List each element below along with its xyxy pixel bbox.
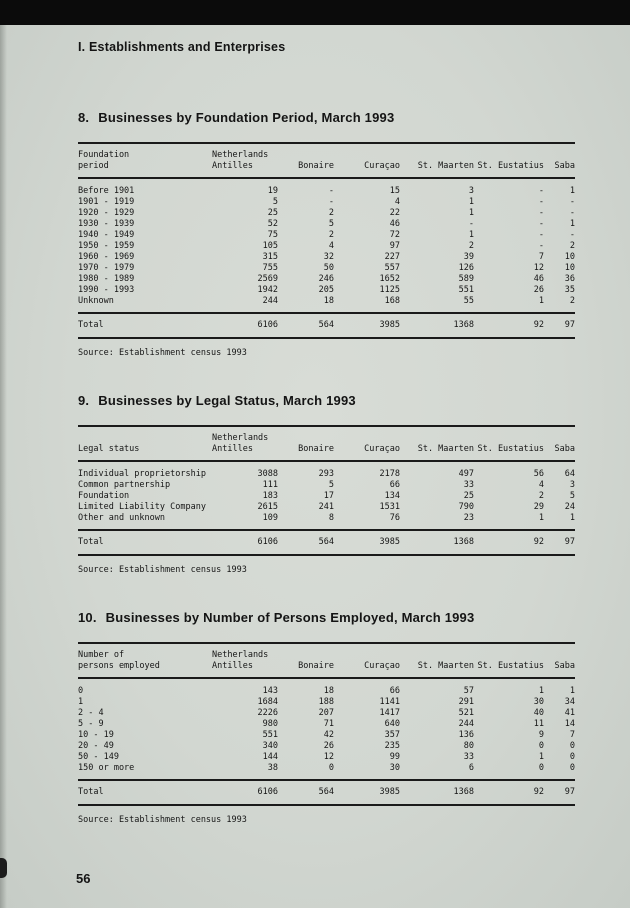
table-row (78, 763, 575, 780)
cell: 71 (323, 719, 334, 729)
cell: 7 (538, 252, 544, 262)
cell: 246 (318, 274, 334, 284)
header-line: Curaçao (364, 161, 400, 171)
stub-header (78, 643, 212, 678)
row-label: 2 - 4 (78, 708, 104, 718)
cell: 1 (468, 197, 474, 207)
header-line: St. Eustatius (477, 661, 544, 671)
cell: 30 (533, 697, 544, 707)
cell: 52 (267, 219, 278, 229)
header-line: Netherlands (212, 150, 269, 160)
table-row (78, 241, 575, 252)
cell: 357 (384, 730, 400, 740)
legal-status-table (78, 425, 575, 556)
cell: 2226 (257, 708, 278, 718)
cell: 46 (389, 219, 400, 229)
header-row (78, 426, 575, 461)
source-note: Source: Establishment census 1993 (78, 565, 247, 575)
cell: 30 (389, 763, 400, 773)
table-head (78, 643, 575, 678)
cell: 4 (538, 480, 544, 490)
cell: 5 (569, 491, 575, 501)
cell: 755 (262, 263, 278, 273)
table-row (78, 730, 575, 741)
cell: 25 (463, 491, 474, 501)
cell: 10 (564, 263, 575, 273)
cell: 97 (544, 780, 575, 805)
cell: 2 (328, 208, 334, 218)
cell: 17 (323, 491, 334, 501)
header-line: St. Eustatius (477, 444, 544, 454)
cell: 2 (569, 241, 575, 251)
row-label: 20 - 49 (78, 741, 114, 751)
column-header (278, 426, 334, 461)
cell: - (468, 219, 474, 229)
row-label: 1 (78, 697, 84, 707)
cell: 57 (463, 686, 474, 696)
column-header (400, 643, 474, 678)
cell: 42 (323, 730, 334, 740)
header-line: Antilles (212, 661, 253, 671)
row-label: 1901 - 1919 (78, 197, 135, 207)
cell: 36 (564, 274, 575, 284)
cell: 1 (538, 752, 544, 762)
total-row (78, 780, 575, 805)
table-row (78, 461, 575, 480)
cell: 8 (328, 513, 334, 523)
column-header (334, 643, 400, 678)
cell: 92 (474, 313, 544, 338)
table-row (78, 296, 575, 313)
total-label: Total (78, 530, 212, 555)
column-header (212, 143, 278, 178)
cell: 0 (538, 763, 544, 773)
header-line: St. Maarten (417, 661, 474, 671)
cell: 564 (278, 530, 334, 555)
table-row (78, 208, 575, 219)
cell: 33 (463, 752, 474, 762)
cell: 0 (569, 741, 575, 751)
cell: 41 (564, 708, 575, 718)
cell: 521 (458, 708, 474, 718)
cell: 12 (533, 263, 544, 273)
header-row (78, 143, 575, 178)
total-row (78, 530, 575, 555)
cell: 5 (328, 219, 334, 229)
cell: 1125 (379, 285, 400, 295)
cell: 1 (468, 208, 474, 218)
cell: 46 (533, 274, 544, 284)
cell: 56 (533, 469, 544, 479)
cell: 0 (328, 763, 334, 773)
row-label: 1990 - 1993 (78, 285, 135, 295)
cell: 1942 (257, 285, 278, 295)
section-header: I. Establishments and Enterprises (78, 40, 286, 54)
persons-employed-table (78, 642, 575, 806)
cell: 126 (458, 263, 474, 273)
cell: 6 (468, 763, 474, 773)
header-line: persons employed (78, 661, 160, 671)
cell: 97 (544, 530, 575, 555)
total-row (78, 313, 575, 338)
cell: 2 (538, 491, 544, 501)
table-row (78, 178, 575, 197)
cell: 92 (474, 780, 544, 805)
cell: 0 (569, 752, 575, 762)
cell: 3985 (334, 530, 400, 555)
cell: - (569, 230, 575, 240)
table-row (78, 230, 575, 241)
cell: 205 (318, 285, 334, 295)
cell: 97 (389, 241, 400, 251)
cell: 980 (262, 719, 278, 729)
header-line: Legal status (78, 444, 140, 454)
row-label: Unknown (78, 296, 114, 306)
column-header (400, 143, 474, 178)
cell: 9 (538, 730, 544, 740)
cell: 183 (262, 491, 278, 501)
cell: 23 (463, 513, 474, 523)
cell: 66 (389, 686, 400, 696)
cell: 34 (564, 697, 575, 707)
cell: 2178 (379, 469, 400, 479)
row-label: Foundation (78, 491, 130, 501)
cell: 1368 (400, 780, 474, 805)
cell: 105 (262, 241, 278, 251)
table-name: Businesses by Foundation Period, March 1993 (98, 110, 395, 125)
header-row (78, 643, 575, 678)
cell: 35 (564, 285, 575, 295)
cell: 293 (318, 469, 334, 479)
source-note: Source: Establishment census 1993 (78, 815, 247, 825)
cell: 26 (323, 741, 334, 751)
cell: 136 (458, 730, 474, 740)
cell: 1 (569, 186, 575, 196)
table-row (78, 480, 575, 491)
cell: 790 (458, 502, 474, 512)
cell: 97 (544, 313, 575, 338)
cell: 10 (564, 252, 575, 262)
cell: 5 (272, 197, 278, 207)
cell: 241 (318, 502, 334, 512)
table-row (78, 502, 575, 513)
header-line: Bonaire (298, 444, 334, 454)
column-header (544, 643, 575, 678)
cell: 12 (323, 752, 334, 762)
cell: 557 (384, 263, 400, 273)
cell: - (569, 197, 575, 207)
table-row (78, 752, 575, 763)
cell: 76 (389, 513, 400, 523)
cell: 227 (384, 252, 400, 262)
cell: 244 (262, 296, 278, 306)
cell: 291 (458, 697, 474, 707)
cell: 3088 (257, 469, 278, 479)
cell: - (538, 197, 544, 207)
header-line: Number of (78, 650, 125, 660)
row-label: 1970 - 1979 (78, 263, 135, 273)
cell: 99 (389, 752, 400, 762)
cell: 75 (267, 230, 278, 240)
cell: - (538, 241, 544, 251)
header-line: St. Maarten (417, 161, 474, 171)
table-title (78, 610, 575, 626)
cell: 80 (463, 741, 474, 751)
table-number: 8. (78, 110, 90, 125)
cell: 1368 (400, 313, 474, 338)
cell: 38 (267, 763, 278, 773)
cell: 7 (569, 730, 575, 740)
cell: - (328, 197, 334, 207)
cell: 2 (468, 241, 474, 251)
page-number: 56 (76, 871, 91, 886)
cell: 1417 (379, 708, 400, 718)
cell: 64 (564, 469, 575, 479)
table-row (78, 491, 575, 502)
cell: 26 (533, 285, 544, 295)
legal-status-section (78, 393, 575, 576)
table-row (78, 697, 575, 708)
header-line: St. Eustatius (477, 161, 544, 171)
table-title (78, 110, 575, 126)
cell: 244 (458, 719, 474, 729)
column-header (544, 426, 575, 461)
cell: 497 (458, 469, 474, 479)
cell: 1 (569, 219, 575, 229)
cell: 111 (262, 480, 278, 490)
cell: 589 (458, 274, 474, 284)
row-label: 1950 - 1959 (78, 241, 135, 251)
cell: 22 (389, 208, 400, 218)
header-line: Saba (554, 161, 575, 171)
table-row (78, 513, 575, 530)
cell: - (538, 186, 544, 196)
cell: 15 (389, 186, 400, 196)
cell: 1368 (400, 530, 474, 555)
row-label: 0 (78, 686, 84, 696)
scan-edge-top (0, 0, 630, 25)
foundation-period-section (78, 110, 575, 359)
cell: 1 (468, 230, 474, 240)
cell: 564 (278, 313, 334, 338)
cell: 2 (569, 296, 575, 306)
table-head (78, 143, 575, 178)
cell: 1 (538, 513, 544, 523)
table-row (78, 252, 575, 263)
table-name: Businesses by Legal Status, March 1993 (98, 393, 356, 408)
table-number: 10. (78, 610, 97, 625)
table-name: Businesses by Number of Persons Employed, March 1993 (105, 610, 475, 625)
row-label: 10 - 19 (78, 730, 114, 740)
table-head (78, 426, 575, 461)
source-note: Source: Establishment census 1993 (78, 348, 247, 358)
cell: 2569 (257, 274, 278, 284)
table-row (78, 285, 575, 296)
row-label: Before 1901 (78, 186, 135, 196)
cell: 315 (262, 252, 278, 262)
column-header (334, 426, 400, 461)
foundation-period-table (78, 142, 575, 339)
cell: 33 (463, 480, 474, 490)
cell: 5 (328, 480, 334, 490)
column-header (334, 143, 400, 178)
cell: 6106 (212, 780, 278, 805)
cell: 55 (463, 296, 474, 306)
scan-edge-left (0, 25, 7, 908)
header-line: Curaçao (364, 661, 400, 671)
table-body (78, 678, 575, 805)
stub-header (78, 143, 212, 178)
header-line: Foundation (78, 150, 130, 160)
header-line: Netherlands (212, 433, 269, 443)
row-label: 5 - 9 (78, 719, 104, 729)
header-line: Antilles (212, 161, 253, 171)
header-line: period (78, 161, 109, 171)
cell: 39 (463, 252, 474, 262)
header-line: St. Maarten (417, 444, 474, 454)
cell: 2 (328, 230, 334, 240)
persons-employed-section (78, 610, 575, 826)
stub-header (78, 426, 212, 461)
cell: 235 (384, 741, 400, 751)
cell: - (538, 230, 544, 240)
row-label: 1960 - 1969 (78, 252, 135, 262)
table-row (78, 263, 575, 274)
header-line: Saba (554, 661, 575, 671)
column-header (278, 143, 334, 178)
cell: 168 (384, 296, 400, 306)
column-header (278, 643, 334, 678)
cell: - (538, 219, 544, 229)
cell: - (328, 186, 334, 196)
table-row (78, 274, 575, 285)
column-header (474, 643, 544, 678)
cell: 11 (533, 719, 544, 729)
row-label: 150 or more (78, 763, 135, 773)
table-body (78, 461, 575, 555)
cell: 25 (267, 208, 278, 218)
cell: 1 (569, 513, 575, 523)
cell: 188 (318, 697, 334, 707)
cell: 109 (262, 513, 278, 523)
column-header (474, 426, 544, 461)
cell: 551 (458, 285, 474, 295)
column-header (212, 643, 278, 678)
table-row (78, 741, 575, 752)
table-body (78, 178, 575, 338)
cell: 18 (323, 686, 334, 696)
column-header (544, 143, 575, 178)
cell: 3985 (334, 780, 400, 805)
cell: 1531 (379, 502, 400, 512)
row-label: 1980 - 1989 (78, 274, 135, 284)
row-label: 1920 - 1929 (78, 208, 135, 218)
cell: 640 (384, 719, 400, 729)
column-header (400, 426, 474, 461)
cell: 3 (468, 186, 474, 196)
cell: 1 (538, 686, 544, 696)
table-row (78, 197, 575, 208)
table-row (78, 678, 575, 697)
row-label: 50 - 149 (78, 752, 119, 762)
cell: 4 (328, 241, 334, 251)
table-number: 9. (78, 393, 90, 408)
row-label: Other and unknown (78, 513, 165, 523)
cell: 2615 (257, 502, 278, 512)
header-line: Antilles (212, 444, 253, 454)
cell: 144 (262, 752, 278, 762)
header-line: Bonaire (298, 161, 334, 171)
cell: 0 (538, 741, 544, 751)
cell: 40 (533, 708, 544, 718)
cell: 66 (389, 480, 400, 490)
cell: 551 (262, 730, 278, 740)
table-row (78, 708, 575, 719)
cell: 24 (564, 502, 575, 512)
cell: 14 (564, 719, 575, 729)
row-label: Common partnership (78, 480, 171, 490)
cell: 92 (474, 530, 544, 555)
table-row (78, 719, 575, 730)
cell: 6106 (212, 530, 278, 555)
cell: - (569, 208, 575, 218)
scan-smudge (0, 858, 7, 878)
table-row (78, 219, 575, 230)
header-line: Bonaire (298, 661, 334, 671)
cell: 0 (569, 763, 575, 773)
total-label: Total (78, 313, 212, 338)
cell: 1 (569, 686, 575, 696)
cell: 1684 (257, 697, 278, 707)
table-title (78, 393, 575, 409)
cell: 19 (267, 186, 278, 196)
cell: 1652 (379, 274, 400, 284)
cell: - (538, 208, 544, 218)
cell: 564 (278, 780, 334, 805)
cell: 32 (323, 252, 334, 262)
header-line: Curaçao (364, 444, 400, 454)
column-header (212, 426, 278, 461)
cell: 6106 (212, 313, 278, 338)
cell: 29 (533, 502, 544, 512)
row-label: 1930 - 1939 (78, 219, 135, 229)
cell: 207 (318, 708, 334, 718)
cell: 3985 (334, 313, 400, 338)
header-line: Netherlands (212, 650, 269, 660)
column-header (474, 143, 544, 178)
cell: 143 (262, 686, 278, 696)
cell: 18 (323, 296, 334, 306)
row-label: Individual proprietorship (78, 469, 206, 479)
cell: 340 (262, 741, 278, 751)
cell: 1141 (379, 697, 400, 707)
cell: 134 (384, 491, 400, 501)
cell: 50 (323, 263, 334, 273)
cell: 72 (389, 230, 400, 240)
cell: 1 (538, 296, 544, 306)
header-line: Saba (554, 444, 575, 454)
row-label: Limited Liability Company (78, 502, 206, 512)
row-label: 1940 - 1949 (78, 230, 135, 240)
cell: 4 (394, 197, 400, 207)
cell: 3 (569, 480, 575, 490)
total-label: Total (78, 780, 212, 805)
